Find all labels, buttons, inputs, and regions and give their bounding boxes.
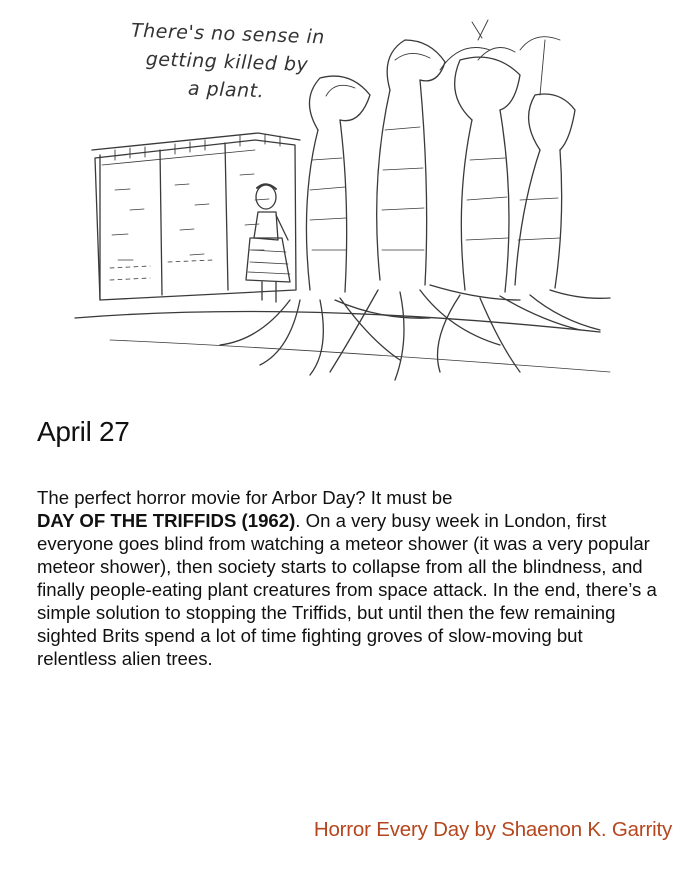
caption-line-1: There's no sense in: [130, 19, 326, 49]
entry-paragraph: [37, 486, 657, 670]
speech-caption: [111, 16, 344, 108]
paragraph-body: . On a very busy week in London, first everyone goes blind from watching a meteor shower (it was a very popular meteor shower), then society starts to collapse from all the blindness, and finally people-eating plant creatures from space attack. In the end, there’s a simple solution to stopping the Triffids, but until then the few remaining sighted Brits spend a lot of time fighting groves of slow-moving but relentless alien trees.: [37, 510, 657, 669]
caption-line-2: getting killed by: [145, 48, 309, 76]
series-credit: Horror Every Day by Shaenon K. Garrity: [313, 818, 672, 841]
triffids-sketch: [0, 0, 700, 400]
movie-title: DAY OF THE TRIFFIDS (1962): [37, 510, 296, 531]
paragraph-intro: The perfect horror movie for Arbor Day? It must be: [37, 487, 453, 508]
comic-illustration: [0, 0, 700, 400]
caption-line-3: a plant.: [187, 77, 265, 103]
entry-date: April 27: [37, 416, 130, 447]
